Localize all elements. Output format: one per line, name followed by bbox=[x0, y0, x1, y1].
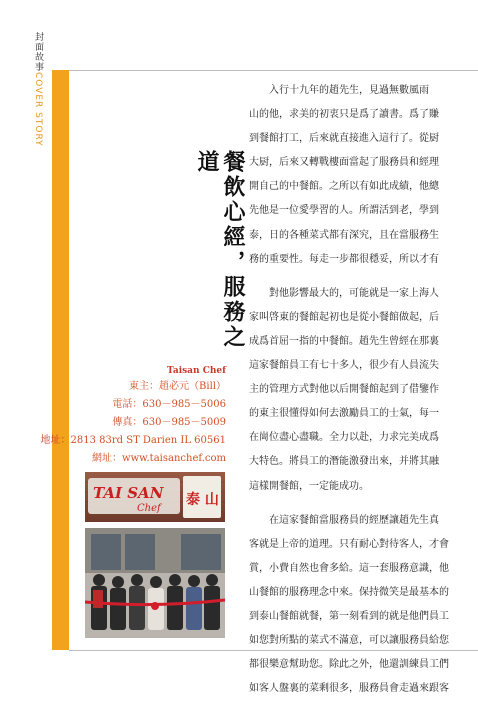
article-title: 餐飲心經，服務之道 bbox=[194, 150, 246, 350]
article-line: 家叫啓東的餐館起初也是從小餐館做起，后 bbox=[249, 311, 439, 323]
article-line: 大厨，后來又轉戰樓面當起了服務員和經理 bbox=[249, 157, 439, 169]
article-line: 到餐館打工，后來就直接進入這行了。從厨 bbox=[249, 133, 439, 145]
section-label bbox=[30, 32, 44, 147]
section-label-zh: 封面故事 bbox=[33, 32, 43, 72]
ribbon-cutting-image bbox=[85, 528, 225, 638]
article-line: 賞，小費自然也會多給。這一套服務意識，他 bbox=[249, 562, 449, 574]
sign-chinese: 泰 山 bbox=[186, 492, 219, 508]
article-line: 山餐館的服務理念中來。保持微笑是最基本的 bbox=[249, 586, 449, 598]
restaurant-sign-image bbox=[85, 472, 225, 522]
owner-line: 東主：趙必元（Bill） bbox=[129, 381, 226, 392]
article-line: 山的他，求美的初衷只是爲了讀書。爲了賺 bbox=[249, 109, 439, 121]
article-line: 泰，日的各種菜式都有深究，且在當服務生 bbox=[249, 229, 439, 241]
article-line: 對他影響最大的，可能就是一家上海人 bbox=[249, 287, 439, 299]
contact-block bbox=[20, 364, 226, 468]
article-paragraph-3 bbox=[249, 509, 478, 701]
paragraph-gap bbox=[249, 272, 478, 282]
article-paragraph-1 bbox=[249, 79, 478, 272]
address-label: 地址： bbox=[40, 435, 71, 446]
ribbon-cutting-photo bbox=[85, 528, 225, 638]
article-line: 都很樂意幫助您。除此之外，他還訓練員工們 bbox=[249, 659, 449, 671]
article-line: 大特色。將員工的潛能激發出來，并將其融 bbox=[249, 456, 439, 468]
article-line: 務的重要性。每走一步都很穩妥，所以才有 bbox=[249, 253, 439, 265]
phone-line: 電話：630－985－5006 bbox=[112, 399, 226, 410]
article-line: 的東主很懂得如何去激勵員工的士氣，每一 bbox=[249, 408, 439, 420]
section-label-en: COVER STORY bbox=[33, 72, 43, 147]
article-line: 開自己的中餐館。之所以有如此成績，他總 bbox=[249, 181, 439, 193]
article-line: 入行十九年的趙先生，見過無數風雨 bbox=[249, 85, 429, 96]
article-line: 在這家餐館當服務員的經歷讓趙先生真 bbox=[249, 514, 439, 526]
address-value: 2813 83rd ST Darien IL 60561 bbox=[70, 435, 226, 446]
restaurant-sign-photo bbox=[85, 472, 225, 522]
article-body bbox=[249, 79, 478, 701]
website-line[interactable]: 網址：www.taisanchef.com bbox=[92, 453, 226, 464]
top-rule bbox=[69, 70, 478, 71]
article-line: 這家餐館員工有七十多人，很少有人員流失 bbox=[249, 360, 439, 372]
article-line: 在崗位盡心盡職。全力以赴，力求完美成爲 bbox=[249, 432, 439, 444]
article-line: 先他是一位愛學習的人。所謂活到老，學到 bbox=[249, 205, 439, 217]
article-line: 到泰山餐館就餐，第一刻看到的就是他們員工 bbox=[249, 610, 449, 622]
orange-side-bar bbox=[52, 70, 69, 650]
sign-subtext: Chef bbox=[137, 503, 161, 514]
article-line: 客就是上帝的道理。只有耐心對待客人，才會 bbox=[249, 538, 449, 550]
article-line: 如您對所點的菜式不滿意，可以讓服務員給您 bbox=[249, 635, 449, 647]
article-paragraph-2 bbox=[249, 282, 478, 499]
fax-line: 傳真：630－985－5009 bbox=[112, 417, 226, 428]
paragraph-gap bbox=[249, 499, 478, 509]
article-line: 主的管理方式對他以后開餐館起到了借鑒作 bbox=[249, 384, 439, 396]
article-line: 這樣開餐館，一定能成功。 bbox=[249, 480, 369, 492]
address-line bbox=[20, 432, 226, 450]
article-line: 成爲首屈一指的中餐館。趙先生曾經在那裏 bbox=[249, 335, 439, 347]
sign-text: TAI SAN bbox=[93, 484, 164, 502]
article-line: 如客人盤裏的菜剩很多，服務員會走過來跟客 bbox=[249, 683, 449, 695]
company-name: Taisan Chef bbox=[167, 366, 226, 376]
